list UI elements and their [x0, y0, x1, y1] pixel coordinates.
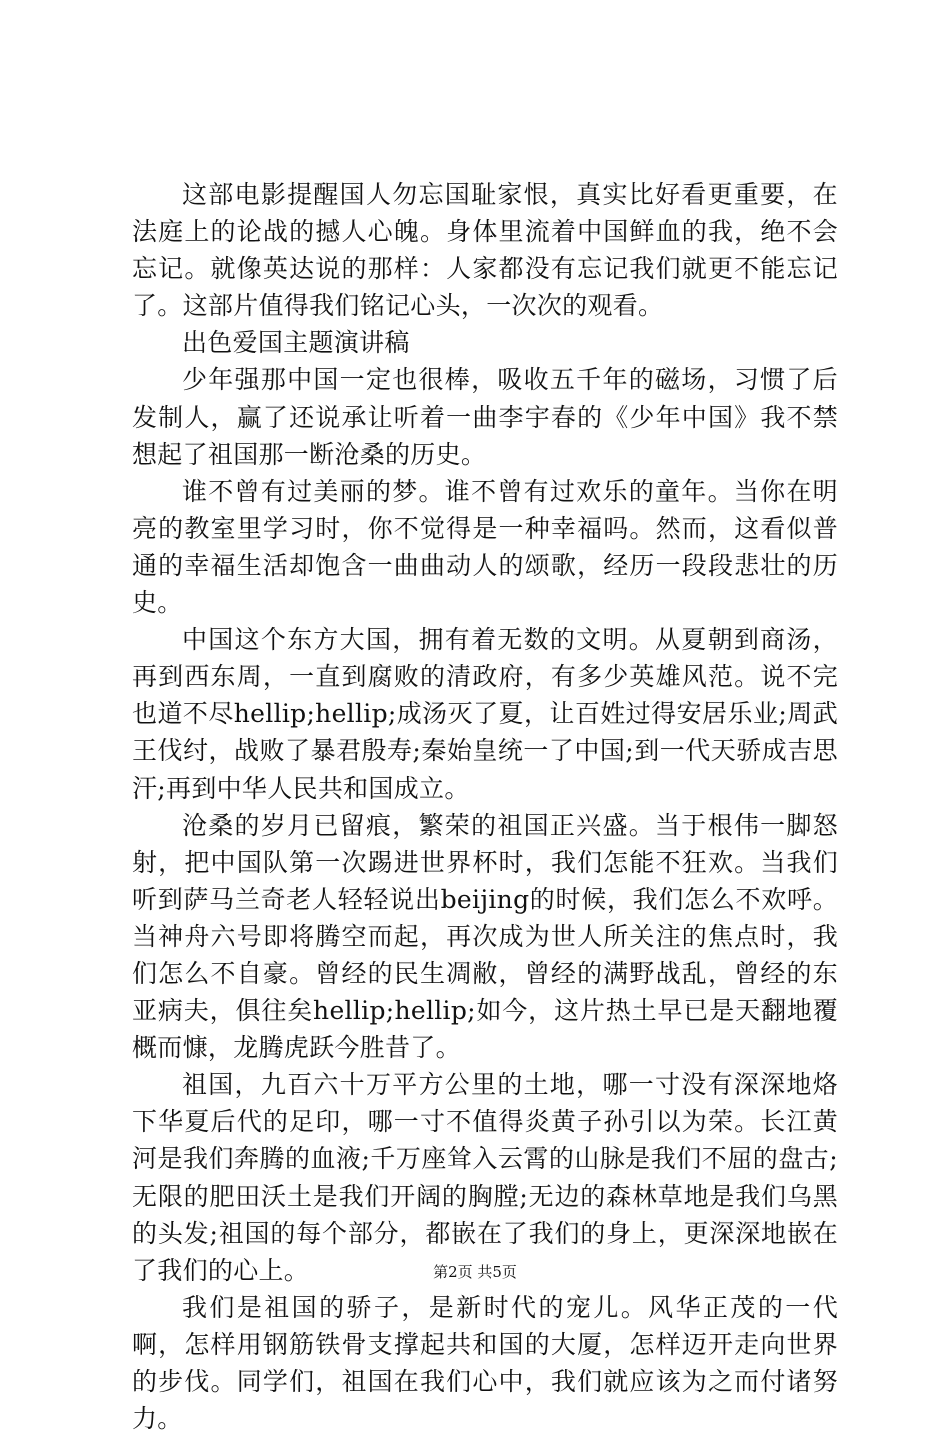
paragraph-prosperity: 沧桑的岁月已留痕，繁荣的祖国正兴盛。当于根伟一脚怒射，把中国队第一次踢进世界杯时，我们怎能不狂欢。当我们听到萨马兰奇老人轻轻说出beijing的时候，我们怎么不欢呼。当神舟六号即将腾空而起，再次成为世人所关注的焦点时，我们怎么不自豪。曾经的民生凋敝，曾经的满野战乱，曾经的东亚病夫，俱往矣hellip;hellip;如今，这片热土早已是天翻地覆概而慷，龙腾虎跃今胜昔了。 [132, 810, 838, 1063]
document-body [132, 176, 838, 1437]
paragraph-dreams: 谁不曾有过美丽的梦。谁不曾有过欢乐的童年。当你在明亮的教室里学习时，你不觉得是一种幸福吗。然而，这看似普通的幸福生活却饱含一曲曲动人的颂歌，经历一段段悲壮的历史。 [132, 476, 838, 618]
paragraph-history: 中国这个东方大国，拥有着无数的文明。从夏朝到商汤，再到西东周，一直到腐败的清政府，有多少英雄风范。说不完也道不尽hellip;hellip;成汤灭了夏，让百姓过得安居乐业;周武王伐纣，战败了暴君殷寿;秦始皇统一了中国;到一代天骄成吉思汗;再到中华人民共和国成立。 [132, 625, 838, 803]
speech-title: 出色爱国主题演讲稿 [182, 328, 410, 358]
paragraph-new-generation: 我们是祖国的骄子，是新时代的宠儿。风华正茂的一代啊，怎样用钢筋铁骨支撑起共和国的大厦，怎样迈开走向世界的步伐。同学们，祖国在我们心中，我们就应该为之而付诸努力。 [132, 1292, 838, 1434]
page-number-footer: 第2页 共5页 [433, 1263, 517, 1281]
paragraph-movie-review: 这部电影提醒国人勿忘国耻家恨，真实比好看更重要，在法庭上的论战的撼人心魄。身体里流着中国鲜血的我，绝不会忘记。就像英达说的那样：人家都没有忘记我们就更不能忘记了。这部片值得我们铭记心头，一次次的观看。 [132, 180, 838, 321]
paragraph-land: 祖国，九百六十万平方公里的土地，哪一寸没有深深地烙下华夏后代的足印，哪一寸不值得炎黄子孙引以为荣。长江黄河是我们奔腾的血液;千万座耸入云霄的山脉是我们不屈的盘古;无限的肥田沃土是我们开阔的胸膛;无边的森林草地是我们乌黑的头发;祖国的每个部分，都嵌在了我们的身上，更深深地嵌在了我们的心上。 [132, 1070, 838, 1285]
paragraph-young-china: 少年强那中国一定也很棒，吸收五千年的磁场，习惯了后发制人，赢了还说承让听着一曲李宇春的《少年中国》我不禁想起了祖国那一断沧桑的历史。 [132, 365, 838, 469]
